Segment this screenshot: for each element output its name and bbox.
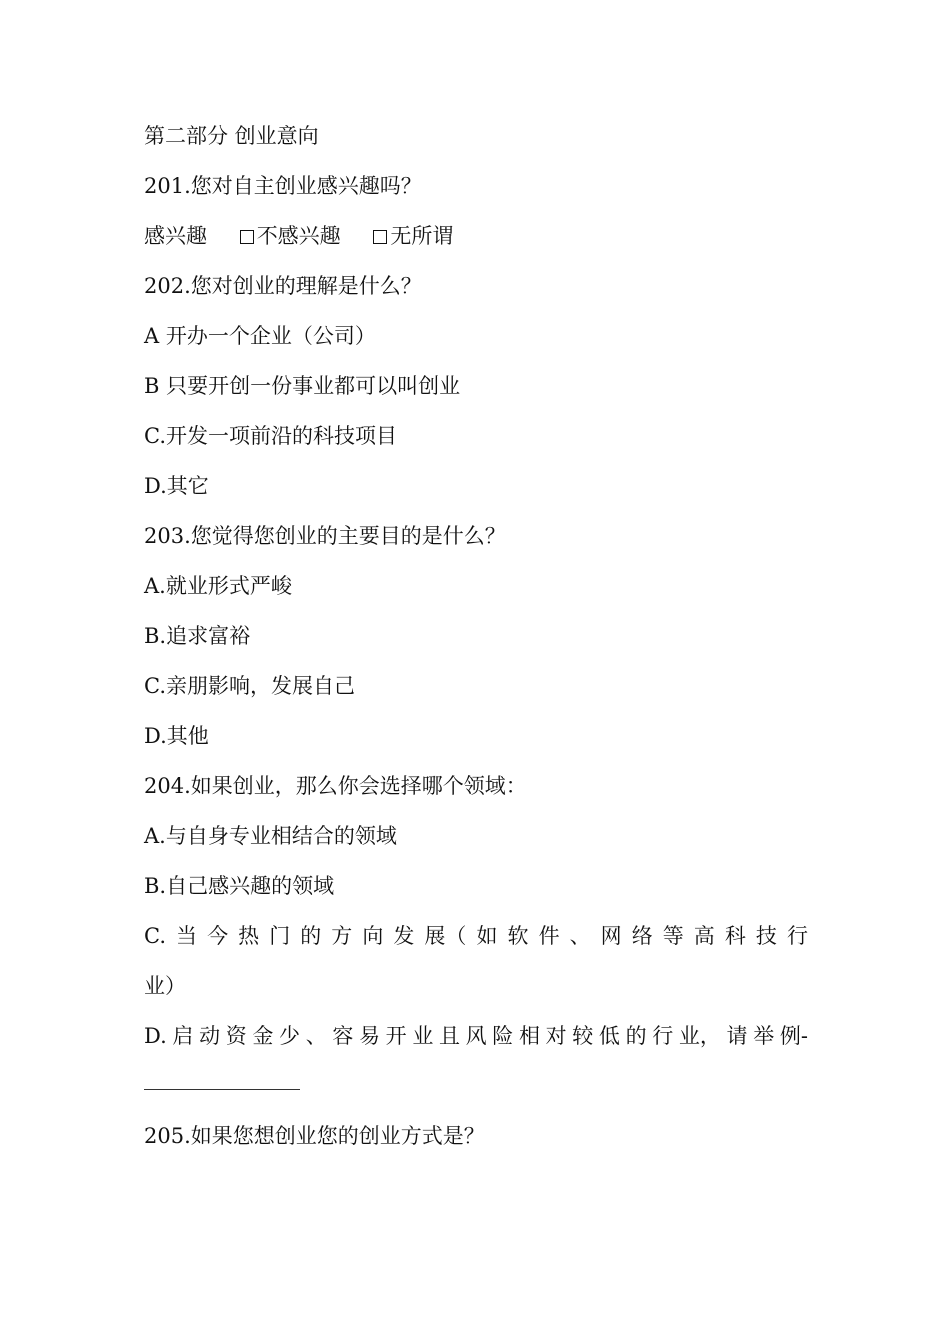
- spread-char: 容: [332, 1024, 354, 1048]
- spread-char: 向: [362, 924, 384, 948]
- spread-char: 行: [652, 1024, 674, 1048]
- spread-char: 业: [412, 1024, 434, 1048]
- spread-char: 例-: [779, 1024, 808, 1048]
- spread-char: 易: [359, 1024, 381, 1048]
- spread-char: 低: [598, 1024, 620, 1048]
- spread-char: 行: [786, 924, 808, 948]
- question-201: 201.您对自主创业感兴趣吗？: [144, 174, 422, 198]
- question-202-option-a: A 开办一个企业（公司）: [144, 324, 376, 348]
- spread-char: 相: [518, 1024, 540, 1048]
- spread-char: 件: [538, 924, 560, 948]
- option-not-interested: 不感兴趣: [240, 223, 341, 249]
- spread-char: 举: [753, 1024, 775, 1048]
- spread-char: 技: [755, 924, 777, 948]
- question-203: 203.您觉得您创业的主要目的是什么？: [144, 524, 506, 548]
- option-interested: 感兴趣: [144, 224, 207, 248]
- question-204-option-d: [144, 1023, 808, 1049]
- spread-char: 对: [545, 1024, 567, 1048]
- question-204-option-c-continued: 业）: [144, 974, 186, 998]
- spread-char: 金: [252, 1024, 274, 1048]
- question-204-option-a: A.与自身专业相结合的领域: [144, 824, 397, 848]
- spread-char: 业，: [678, 1024, 721, 1048]
- spread-char: 少: [279, 1024, 301, 1048]
- spread-char: 开: [385, 1024, 407, 1048]
- spread-char: 、: [305, 1024, 327, 1048]
- spread-char: 如: [476, 924, 498, 948]
- spread-char: 的: [625, 1024, 647, 1048]
- spread-char: 发: [393, 924, 415, 948]
- option-indifferent: 无所谓: [373, 223, 453, 249]
- spread-char: C.: [144, 924, 166, 948]
- spread-char: 且: [438, 1024, 460, 1048]
- question-202-option-c: C.开发一项前沿的科技项目: [144, 424, 397, 448]
- question-201-options: [144, 223, 808, 249]
- spread-char: 网: [600, 924, 622, 948]
- spread-char: 方: [331, 924, 353, 948]
- question-204: 204.如果创业，那么你会选择哪个领域：: [144, 774, 527, 798]
- spread-char: 当: [176, 924, 198, 948]
- spread-char: D.: [144, 1024, 167, 1048]
- spread-char: 风: [465, 1024, 487, 1048]
- spread-char: 较: [572, 1024, 594, 1048]
- question-202: 202.您对创业的理解是什么？: [144, 274, 422, 298]
- question-204-option-b: B.自己感兴趣的领域: [144, 874, 335, 898]
- spread-char: 门: [269, 924, 291, 948]
- spread-char: 险: [492, 1024, 514, 1048]
- spread-char: 请: [726, 1024, 748, 1048]
- spread-char: 软: [507, 924, 529, 948]
- spread-char: 展（: [424, 924, 467, 948]
- spread-char: 科: [724, 924, 746, 948]
- checkbox-icon: [240, 230, 254, 244]
- spread-char: 的: [300, 924, 322, 948]
- question-203-option-d: D.其他: [144, 724, 209, 748]
- spread-char: 今: [207, 924, 229, 948]
- answer-blank-line: [144, 1089, 300, 1090]
- section-title: 第二部分 创业意向: [144, 124, 319, 148]
- question-204-option-c: [144, 923, 808, 949]
- spread-char: 、: [569, 924, 591, 948]
- question-203-option-b: B.追求富裕: [144, 624, 251, 648]
- spread-char: 资: [225, 1024, 247, 1048]
- question-203-option-a: A.就业形式严峻: [144, 574, 292, 598]
- spread-char: 动: [199, 1024, 221, 1048]
- question-205: 205.如果您想创业您的创业方式是？: [144, 1124, 485, 1148]
- question-202-option-d: D.其它: [144, 474, 209, 498]
- spread-char: 热: [238, 924, 260, 948]
- spread-char: 启: [172, 1024, 194, 1048]
- question-202-option-b: B 只要开创一份事业都可以叫创业: [144, 374, 461, 398]
- spread-char: 高: [693, 924, 715, 948]
- checkbox-icon: [373, 230, 387, 244]
- spread-char: 等: [662, 924, 684, 948]
- question-203-option-c: C.亲朋影响，发展自己: [144, 674, 355, 698]
- spread-char: 络: [631, 924, 653, 948]
